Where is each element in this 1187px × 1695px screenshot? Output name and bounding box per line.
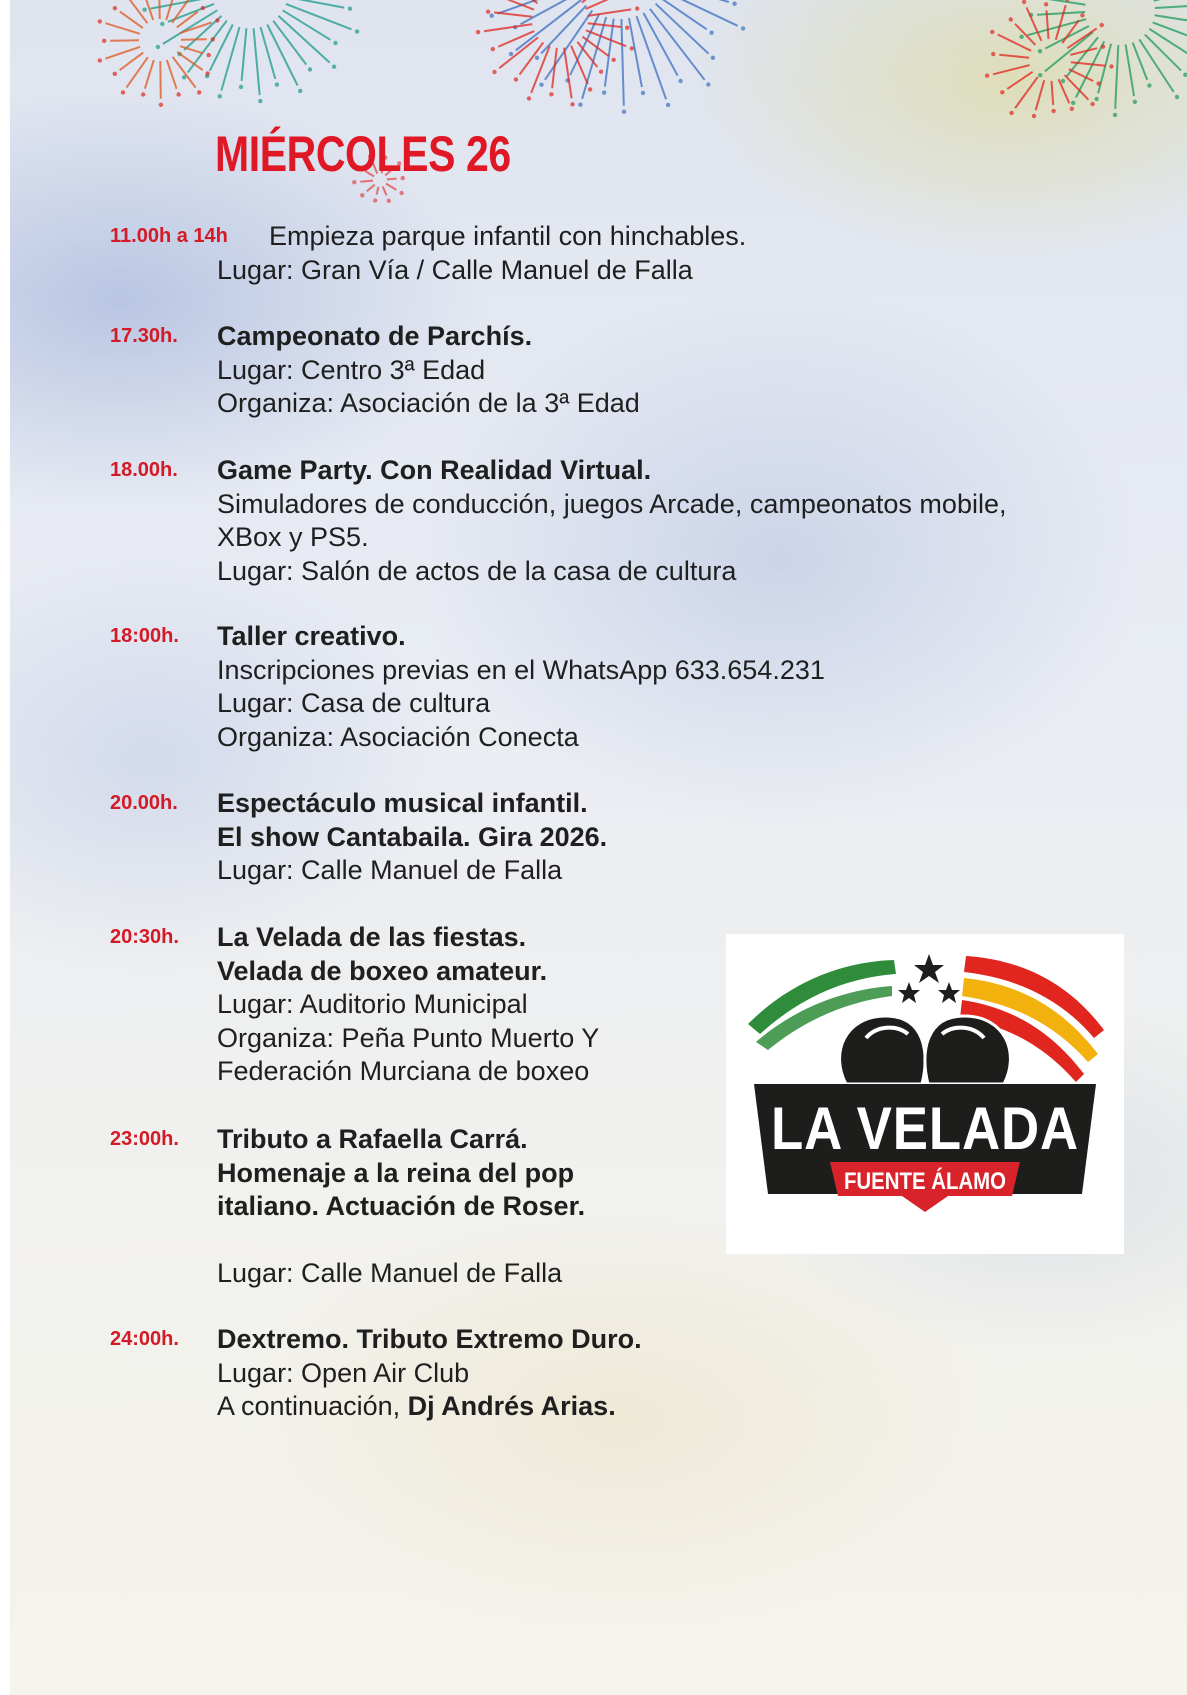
event-title: Espectáculo musical infantil. [217,788,588,818]
event-title: Tributo a Rafaella Carrá. [217,1124,528,1154]
event-detail-line: Organiza: Peña Punto Muerto Y [217,1022,600,1053]
boxing-gloves-emblem [726,934,1124,1254]
event-detail-line: Federación Murciana de boxeo [217,1056,590,1086]
event-time: 20.00h. [110,792,178,814]
firework-burst [476,0,640,107]
event-detail-line: Lugar: Gran Vía / Calle Manuel de Falla [217,254,693,285]
event-title: Empieza parque infantil con hinchables. [269,221,747,251]
event-detail-line: Lugar: Salón de actos de la casa de cultura [217,555,737,586]
event-details [217,620,1137,754]
day-title: MIÉRCOLES 26 [215,126,511,182]
logo-title: LA VELADA [770,1095,1080,1162]
left-edge-stripe [0,0,10,1695]
event-detail-line: El show Cantabaila. Gira 2026. [217,821,608,852]
firework-burst [98,0,220,107]
firework-burst [1018,0,1187,117]
event-details [217,454,1137,588]
event-time: 17.30h. [110,325,178,347]
event-detail-line [217,1390,1137,1424]
event-time: 18:00h. [110,625,179,647]
event-details [217,787,1137,888]
event-detail-line: Lugar: Auditorio Municipal [217,989,528,1019]
event-details [217,220,1187,287]
event-time: 11.00h a 14h [110,225,228,247]
event-detail-line: italiano. Actuación de Roser. [217,1191,586,1221]
event-detail-line: Homenaje a la reina del pop [217,1157,575,1188]
fireworks-decoration [0,0,1187,230]
event-details [217,320,1137,421]
event-time: 23:00h. [110,1128,179,1150]
event-detail-line: XBox y PS5. [217,522,369,552]
event-detail-line: Lugar: Open Air Club [217,1357,470,1388]
event-title: Game Party. Con Realidad Virtual. [217,455,652,485]
event-detail-line: Lugar: Calle Manuel de Falla [217,1258,563,1288]
event-detail-line: Organiza: Asociación de la 3ª Edad [217,388,640,418]
event-time: 24:00h. [110,1328,179,1350]
event-time: 20:30h. [110,926,179,948]
event-detail-line: Lugar: Centro 3ª Edad [217,354,486,385]
event-detail-line: Lugar: Calle Manuel de Falla [217,855,563,885]
event-time: 18.00h. [110,459,178,481]
la-velada-logo [726,934,1124,1254]
firework-burst [483,0,759,114]
event-detail-line: Organiza: Asociación Conecta [217,721,579,752]
dj-name: Dj Andrés Arias. [407,1391,616,1421]
event-title: Taller creativo. [217,621,406,651]
event-title: La Velada de las fiestas. [217,922,527,952]
event-detail-text: A continuación, [217,1391,408,1421]
logo-subtitle: FUENTE ÁLAMO [843,1168,1007,1195]
event-detail-line: Lugar: Casa de cultura [217,688,491,718]
event-detail-line: Inscripciones previas en el WhatsApp 633.654.231 [217,654,825,685]
event-title: Campeonato de Parchís. [217,321,533,351]
event-detail-line: Simuladores de conducción, juegos Arcade, campeonatos mobile, [217,488,1007,519]
event-title: Dextremo. Tributo Extremo Duro. [217,1324,642,1354]
event-details [217,1323,1137,1424]
event-detail-line: Velada de boxeo amateur. [217,955,548,986]
